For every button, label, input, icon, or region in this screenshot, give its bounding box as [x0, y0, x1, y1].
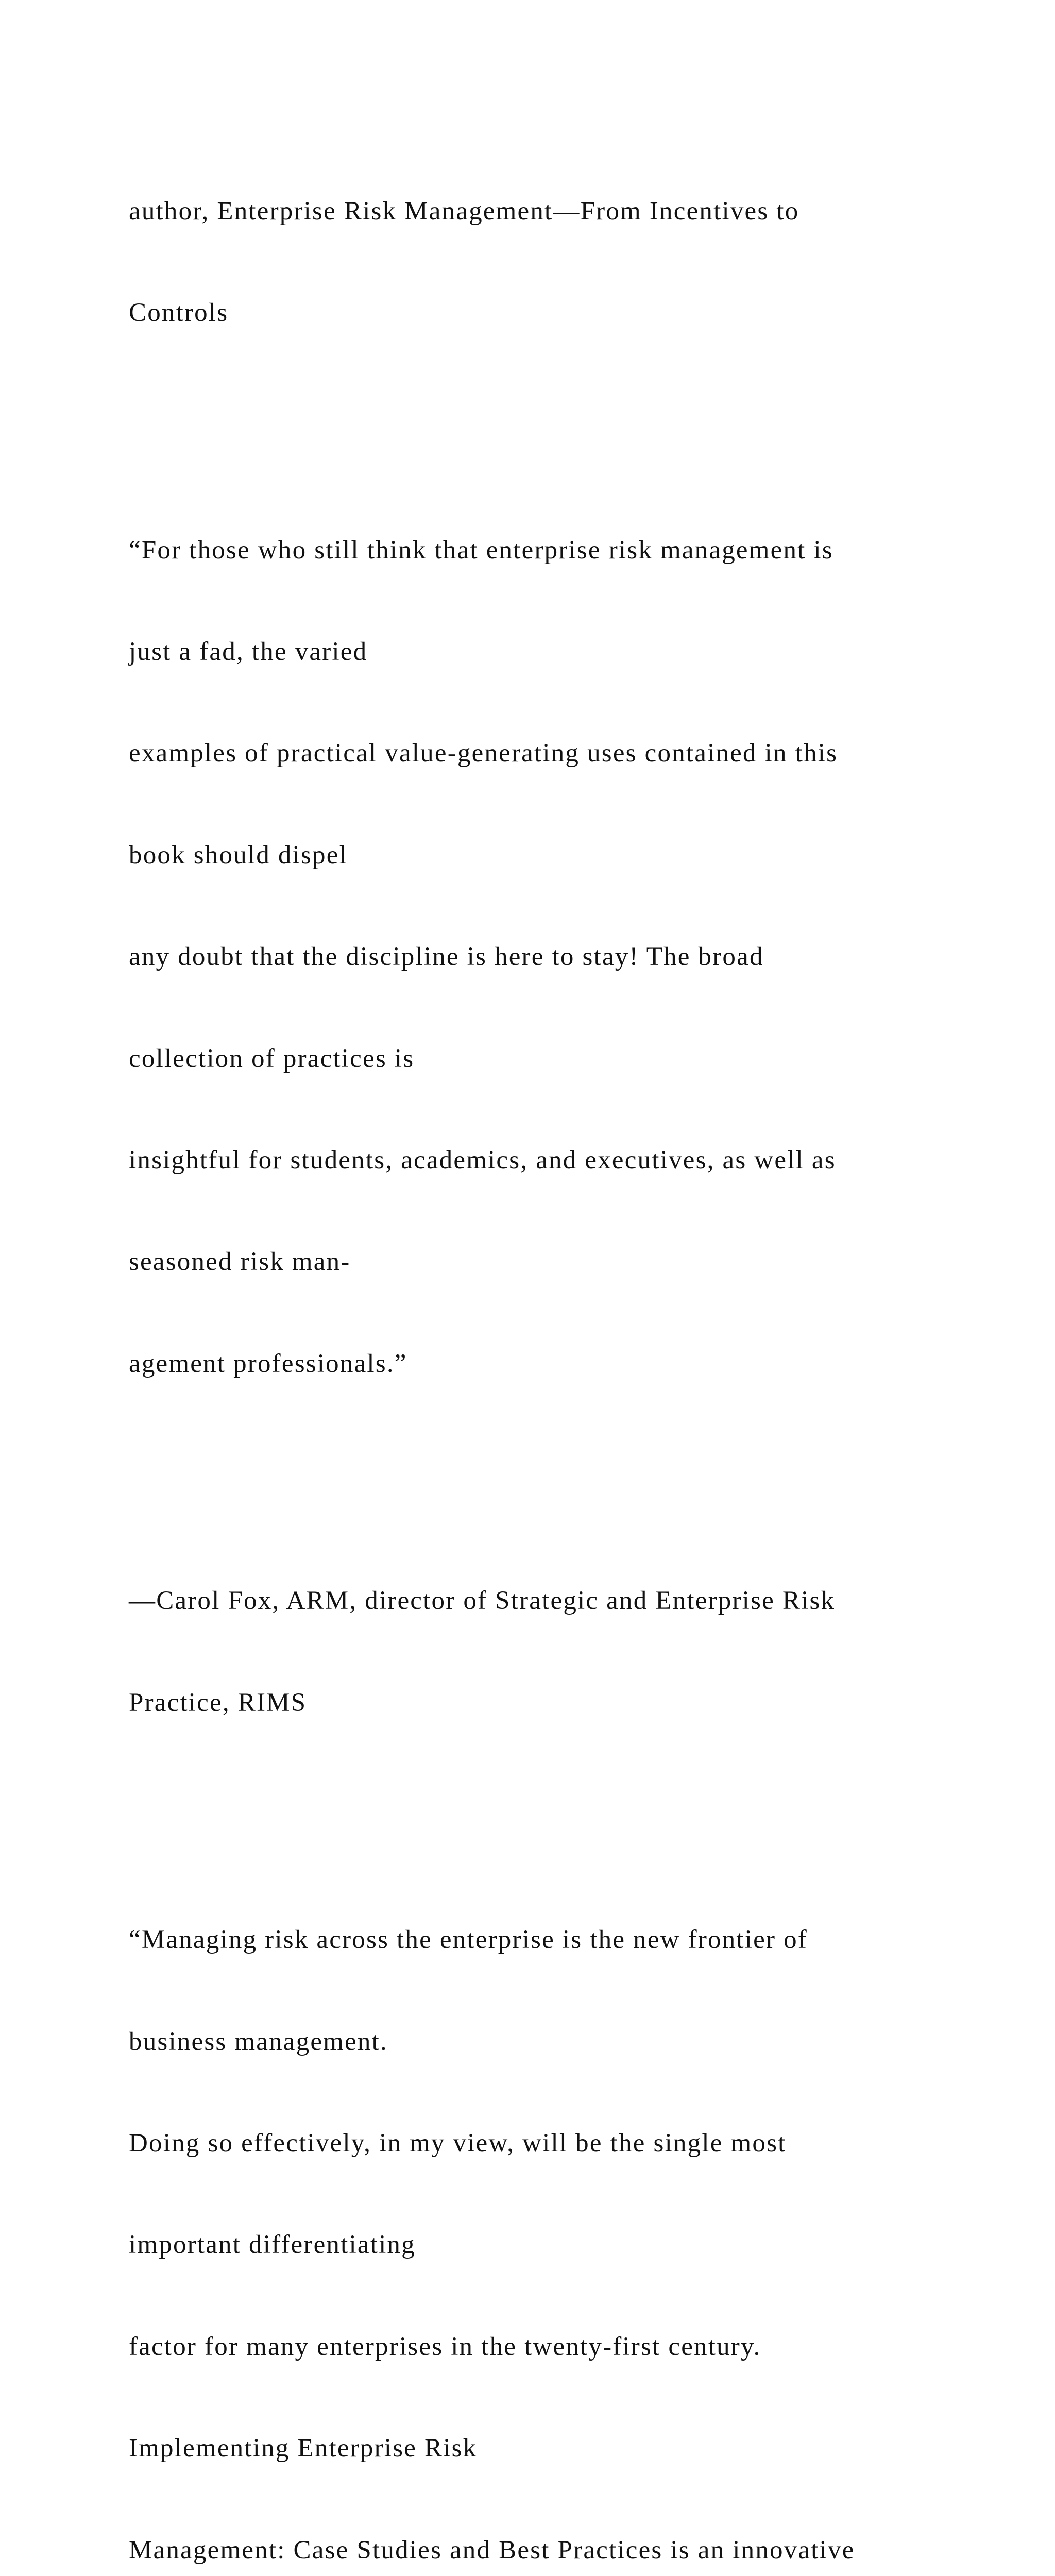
- quote-line: Management: Case Studies and Best Practices is an innovative: [129, 2535, 855, 2565]
- quote-line: just a fad, the varied: [129, 637, 368, 666]
- quote-line: important differentiating: [129, 2230, 416, 2260]
- quote-line: business management.: [129, 2027, 388, 2056]
- quote-line: book should dispel: [129, 840, 348, 870]
- quote-line: insightful for students, academics, and executives, as well as: [129, 1145, 836, 1175]
- attribution-line: —Carol Fox, ARM, director of Strategic and Enterprise Risk: [129, 1586, 836, 1616]
- attribution-line: Controls: [129, 298, 229, 327]
- quote-line: agement professionals.”: [129, 1349, 407, 1378]
- paragraph-spacer: [129, 1788, 1005, 1822]
- document-text: [129, 127, 1005, 2576]
- quote-line: “Managing risk across the enterprise is the new frontier of: [129, 1925, 808, 1955]
- quote-line: examples of practical value-generating uses contained in this: [129, 739, 838, 768]
- quote-line: seasoned risk man-: [129, 1247, 351, 1277]
- quote-line: factor for many enterprises in the twenty-first century.: [129, 2332, 761, 2361]
- quote-line: Doing so effectively, in my view, will be the single most: [129, 2129, 787, 2158]
- quote-line: “For those who still think that enterprise risk management is: [129, 535, 833, 565]
- attribution-line: author, Enterprise Risk Management—From Incentives to: [129, 196, 799, 226]
- quote-line: collection of practices is: [129, 1044, 415, 1073]
- attribution-line: Practice, RIMS: [129, 1688, 307, 1717]
- paragraph-spacer: [129, 1449, 1005, 1483]
- quote-line: Implementing Enterprise Risk: [129, 2434, 478, 2463]
- quote-line: any doubt that the discipline is here to stay! The broad: [129, 942, 764, 972]
- paragraph-spacer: [129, 398, 1005, 432]
